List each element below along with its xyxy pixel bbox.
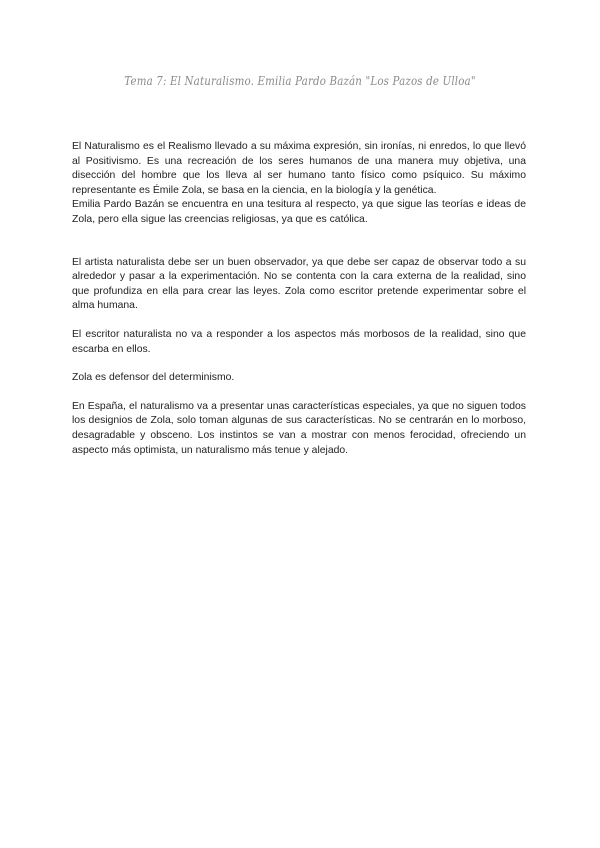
paragraph-artista-observador: El artista naturalista debe ser un buen observador, ya que debe ser capaz de observar todo a su alrededor y pasar a la experimentación. No se contenta con la cara externa de la realidad, sino que profundiza en ella para crear las leyes. Zola como escritor pretende experimentar sobre el alma humana. — [72, 256, 526, 312]
paragraph-naturalismo-espana: En España, el naturalismo va a presentar unas características especiales, ya que no siguen todos los designios de Zola, solo toman algunas de sus características. No se centrarán en lo morboso, desagradable y obsceno. Los instintos se van a mostrar con menos ferocidad, ofreciendo un aspecto más optimista, un naturalismo más tenue y alejado. — [72, 400, 526, 456]
document-body — [72, 140, 526, 458]
paragraph-pardo-bazan: Emilia Pardo Bazán se encuentra en una tesitura al respecto, ya que sigue las teorías e ideas de Zola, pero ella sigue las creencias religiosas, ya que es católica. — [72, 199, 526, 225]
paragraph-determinismo: Zola es defensor del determinismo. — [72, 372, 235, 384]
paragraph-escritor-naturalista: El escritor naturalista no va a responder a los aspectos más morbosos de la realidad, sino que escarba en ellos. — [72, 328, 526, 355]
spacer — [72, 357, 526, 371]
page-title: Tema 7: El Naturalismo. Emilia Pardo Bazán "Los Pazos de Ulloa" — [124, 73, 476, 88]
spacer — [72, 228, 526, 256]
paragraph-naturalismo-definicion: El Naturalismo es el Realismo llevado a su máxima expresión, sin ironías, ni enredos, lo que llevó al Positivismo. Es una recreación de los seres humanos de una manera muy objetiva, una disección del hombre que los lleva al ser humano tanto físico como psíquico. Su máximo representante es Émile Zola, se basa en la ciencia, en la biología y la genética. — [72, 141, 526, 196]
spacer — [72, 314, 526, 328]
spacer — [72, 386, 526, 400]
